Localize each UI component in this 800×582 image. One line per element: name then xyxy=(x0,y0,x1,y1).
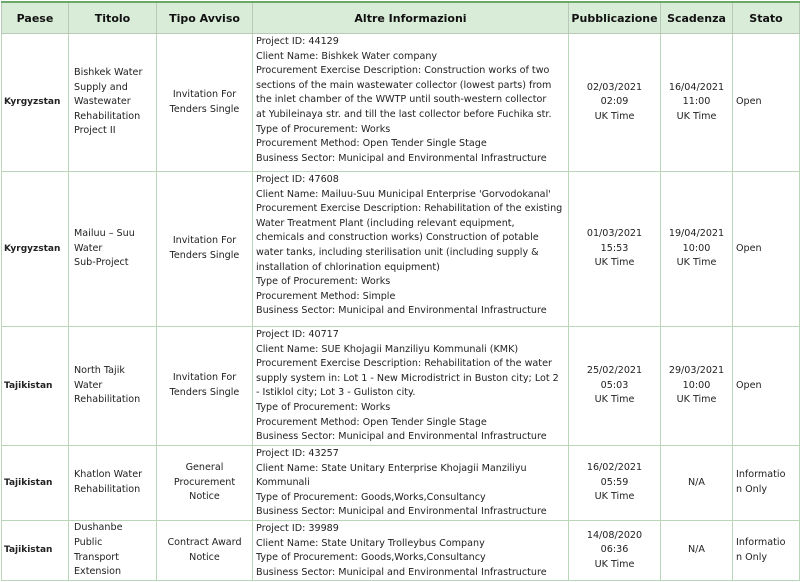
cell-pubblicazione-line: UK Time xyxy=(594,491,635,503)
cell-altre-informazioni-line: installation of chlorination equipment) xyxy=(256,261,440,273)
cell-tipo-avviso-line: Invitation For xyxy=(172,88,237,100)
cell-altre-informazioni-line: Procurement Method: Open Tender Single Stage xyxy=(256,138,487,150)
cell-stato-line: Open xyxy=(736,242,762,254)
cell-scadenza xyxy=(661,520,733,580)
cell-scadenza-line: 19/04/2021 xyxy=(668,228,725,240)
cell-pubblicazione-line: 15:53 xyxy=(600,242,629,254)
header-row xyxy=(2,2,800,34)
cell-altre-informazioni-line: Kommunali xyxy=(256,477,310,489)
cell-altre-informazioni-line: Project ID: 40717 xyxy=(256,329,339,340)
cell-altre-informazioni-line: Procurement Exercise Description: Rehabilitation of the water xyxy=(256,358,552,370)
cell-tipo-avviso-line: General xyxy=(185,462,224,474)
cell-scadenza xyxy=(661,446,733,521)
cell-scadenza-line: 10:00 xyxy=(682,242,711,254)
cell-paese xyxy=(2,327,69,446)
header-pubblicazione[interactable]: Pubblicazione xyxy=(569,2,661,34)
cell-pubblicazione-line: UK Time xyxy=(594,394,635,406)
cell-altre-informazioni-line: Business Sector: Municipal and Environmental Infrastructure xyxy=(256,431,547,443)
cell-titolo xyxy=(69,446,157,521)
cell-scadenza-line: 11:00 xyxy=(682,96,711,108)
cell-titolo-line: Wastewater xyxy=(74,96,131,108)
cell-titolo-line: Rehabilitation xyxy=(74,483,141,495)
cell-stato-line: n Only xyxy=(736,483,768,495)
cell-titolo-line: Project II xyxy=(74,125,116,137)
header-altre-informazioni[interactable]: Altre Informazioni xyxy=(253,2,569,34)
cell-pubblicazione-line: UK Time xyxy=(594,257,635,269)
cell-pubblicazione-line: UK Time xyxy=(594,110,635,122)
cell-stato xyxy=(733,327,800,446)
cell-altre-informazioni-line: at Yubileinaya str. and till the last collector before Fuchika str. xyxy=(256,108,552,120)
cell-scadenza-line: UK Time xyxy=(676,394,717,406)
cell-titolo xyxy=(69,520,157,580)
cell-altre-informazioni-line: Business Sector: Municipal and Environmental Infrastructure xyxy=(256,506,547,518)
cell-titolo-line: Public xyxy=(74,537,103,549)
cell-altre-informazioni-line: Procurement Exercise Description: Construction works of two xyxy=(256,65,550,77)
header-scadenza[interactable]: Scadenza xyxy=(661,2,733,34)
cell-pubblicazione-line: 05:59 xyxy=(600,476,629,488)
cell-titolo xyxy=(69,172,157,327)
cell-altre-informazioni xyxy=(253,446,569,521)
table-row[interactable] xyxy=(2,327,800,446)
table-row[interactable] xyxy=(2,446,800,521)
cell-titolo-line: Sub-Project xyxy=(74,257,129,269)
cell-pubblicazione-line: 16/02/2021 xyxy=(586,462,643,474)
cell-stato-line: n Only xyxy=(736,551,768,563)
cell-altre-informazioni-line: supply system in: Lot 1 - New Microdistrict in Buston city; Lot 2 xyxy=(256,372,559,384)
cell-altre-informazioni-line: Business Sector: Municipal and Environmental Infrastructure xyxy=(256,152,547,164)
cell-altre-informazioni-line: Type of Procurement: Goods,Works,Consultancy xyxy=(256,552,486,564)
cell-altre-informazioni-line: Project ID: 44129 xyxy=(256,36,339,47)
cell-altre-informazioni-line: Client Name: State Unitary Trolleybus Company xyxy=(256,537,485,549)
cell-scadenza xyxy=(661,327,733,446)
cell-altre-informazioni-line: the inlet chamber of the WWTP until south-western collector xyxy=(256,94,547,106)
cell-scadenza xyxy=(661,34,733,172)
cell-pubblicazione-line: 05:03 xyxy=(600,379,629,391)
cell-titolo-line: Mailuu – Suu xyxy=(74,228,135,240)
cell-pubblicazione xyxy=(569,446,661,521)
cell-altre-informazioni-line: chemicals and construction works) Construction of potable xyxy=(256,232,539,244)
table-row[interactable] xyxy=(2,34,800,172)
cell-stato xyxy=(733,446,800,521)
cell-altre-informazioni-line: Procurement Method: Simple xyxy=(256,290,396,302)
cell-altre-informazioni-line: Project ID: 39989 xyxy=(256,522,339,534)
cell-altre-informazioni-line: water tanks, including sterilisation unit (including supply & xyxy=(256,246,539,258)
header-tipo-avviso[interactable]: Tipo Avviso xyxy=(157,2,253,34)
cell-tipo-avviso xyxy=(157,34,253,172)
cell-titolo-line: North Tajik xyxy=(74,365,125,377)
cell-altre-informazioni xyxy=(253,327,569,446)
cell-scadenza-line: 10:00 xyxy=(682,379,711,391)
cell-scadenza-line: N/A xyxy=(688,476,705,488)
cell-altre-informazioni-line: sections of the main wastewater collector (lowest parts) from xyxy=(256,79,552,91)
cell-pubblicazione-line: 06:36 xyxy=(600,544,629,556)
cell-altre-informazioni-line: Type of Procurement: Works xyxy=(256,401,391,413)
cell-altre-informazioni-line: Business Sector: Municipal and Environmental Infrastructure xyxy=(256,305,547,317)
cell-paese xyxy=(2,520,69,580)
cell-altre-informazioni-line: Procurement Exercise Description: Rehabilitation of the existing xyxy=(256,203,563,215)
cell-paese-line: Tajikistan xyxy=(4,477,53,488)
cell-stato xyxy=(733,172,800,327)
cell-tipo-avviso xyxy=(157,172,253,327)
cell-scadenza-line: UK Time xyxy=(676,257,717,269)
cell-stato-line: Open xyxy=(736,96,762,108)
header-paese[interactable]: Paese xyxy=(2,2,69,34)
cell-tipo-avviso-line: Invitation For xyxy=(172,235,237,247)
cell-stato xyxy=(733,520,800,580)
cell-titolo-line: Extension xyxy=(74,566,122,578)
cell-titolo-line: Water xyxy=(74,379,103,391)
cell-scadenza-line: 16/04/2021 xyxy=(668,81,725,93)
cell-paese xyxy=(2,446,69,521)
header-stato[interactable]: Stato xyxy=(733,2,800,34)
cell-tipo-avviso-line: Notice xyxy=(189,491,220,503)
cell-pubblicazione xyxy=(569,520,661,580)
cell-scadenza xyxy=(661,172,733,327)
tenders-table xyxy=(1,1,800,581)
cell-altre-informazioni-line: Type of Procurement: Works xyxy=(256,276,391,288)
cell-titolo-line: Khatlon Water xyxy=(74,469,143,481)
cell-paese-line: Kyrgyzstan xyxy=(4,243,61,254)
cell-altre-informazioni xyxy=(253,520,569,580)
cell-tipo-avviso xyxy=(157,446,253,521)
cell-titolo-line: Transport xyxy=(74,551,120,563)
header-titolo[interactable]: Titolo xyxy=(69,2,157,34)
cell-altre-informazioni-line: Client Name: Bishkek Water company xyxy=(256,50,438,62)
cell-tipo-avviso-line: Contract Award xyxy=(167,537,242,549)
cell-titolo-line: Rehabilitation xyxy=(74,394,141,406)
cell-titolo-line: Rehabilitation xyxy=(74,110,141,122)
table-row[interactable] xyxy=(2,172,800,327)
cell-pubblicazione xyxy=(569,327,661,446)
cell-pubblicazione-line: 02/03/2021 xyxy=(586,81,643,93)
cell-tipo-avviso-line: Procurement xyxy=(173,476,236,488)
cell-altre-informazioni-line: - Istiklol city; Lot 3 - Guliston city. xyxy=(256,387,416,399)
cell-pubblicazione xyxy=(569,34,661,172)
cell-altre-informazioni-line: Business Sector: Municipal and Environmental Infrastructure xyxy=(256,566,547,578)
cell-pubblicazione-line: UK Time xyxy=(594,558,635,570)
cell-pubblicazione xyxy=(569,172,661,327)
table-row[interactable] xyxy=(2,520,800,580)
cell-tipo-avviso-line: Tenders Single xyxy=(169,387,240,398)
cell-altre-informazioni-line: Type of Procurement: Goods,Works,Consultancy xyxy=(256,491,486,503)
cell-altre-informazioni-line: Type of Procurement: Works xyxy=(256,123,391,135)
cell-tipo-avviso-line: Notice xyxy=(189,551,220,563)
cell-scadenza-line: N/A xyxy=(688,544,705,556)
cell-tipo-avviso-line: Invitation For xyxy=(172,372,237,384)
cell-titolo xyxy=(69,327,157,446)
cell-paese-line: Kyrgyzstan xyxy=(4,97,61,108)
cell-tipo-avviso-line: Tenders Single xyxy=(169,103,240,115)
cell-altre-informazioni xyxy=(253,34,569,172)
cell-stato-line: Open xyxy=(736,379,762,391)
cell-altre-informazioni-line: Client Name: State Unitary Enterprise Khojagii Manziliyu xyxy=(256,462,527,474)
cell-scadenza-line: 29/03/2021 xyxy=(668,365,725,377)
cell-altre-informazioni-line: Client Name: Mailuu-Suu Municipal Enterprise 'Gorvodokanal' xyxy=(256,188,551,200)
cell-titolo-line: Supply and xyxy=(74,81,128,93)
cell-paese-line: Tajikistan xyxy=(4,545,53,556)
cell-pubblicazione-line: 14/08/2020 xyxy=(586,529,643,541)
cell-titolo xyxy=(69,34,157,172)
cell-altre-informazioni xyxy=(253,172,569,327)
cell-tipo-avviso-line: Tenders Single xyxy=(169,250,240,261)
cell-pubblicazione-line: 25/02/2021 xyxy=(586,365,643,377)
cell-paese xyxy=(2,172,69,327)
cell-titolo-line: Dushanbe xyxy=(74,522,123,534)
cell-stato-line: Informatio xyxy=(736,537,786,549)
cell-scadenza-line: UK Time xyxy=(676,110,717,122)
cell-stato-line: Informatio xyxy=(736,469,786,481)
cell-altre-informazioni-line: Client Name: SUE Khojagii Manziliyu Kommunali (KMK) xyxy=(256,343,519,355)
cell-tipo-avviso xyxy=(157,327,253,446)
cell-paese-line: Tajikistan xyxy=(4,380,53,391)
cell-titolo-line: Bishkek Water xyxy=(74,67,143,79)
cell-pubblicazione-line: 01/03/2021 xyxy=(586,228,643,240)
cell-altre-informazioni-line: Procurement Method: Open Tender Single Stage xyxy=(256,416,487,428)
cell-pubblicazione-line: 02:09 xyxy=(600,96,629,108)
cell-titolo-line: Water xyxy=(74,242,103,254)
cell-altre-informazioni-line: Project ID: 47608 xyxy=(256,174,339,185)
cell-altre-informazioni-line: Project ID: 43257 xyxy=(256,448,339,459)
cell-stato xyxy=(733,34,800,172)
cell-tipo-avviso xyxy=(157,520,253,580)
cell-paese xyxy=(2,34,69,172)
cell-altre-informazioni-line: Water Treatment Plant (including relevant equipment, xyxy=(256,217,515,229)
